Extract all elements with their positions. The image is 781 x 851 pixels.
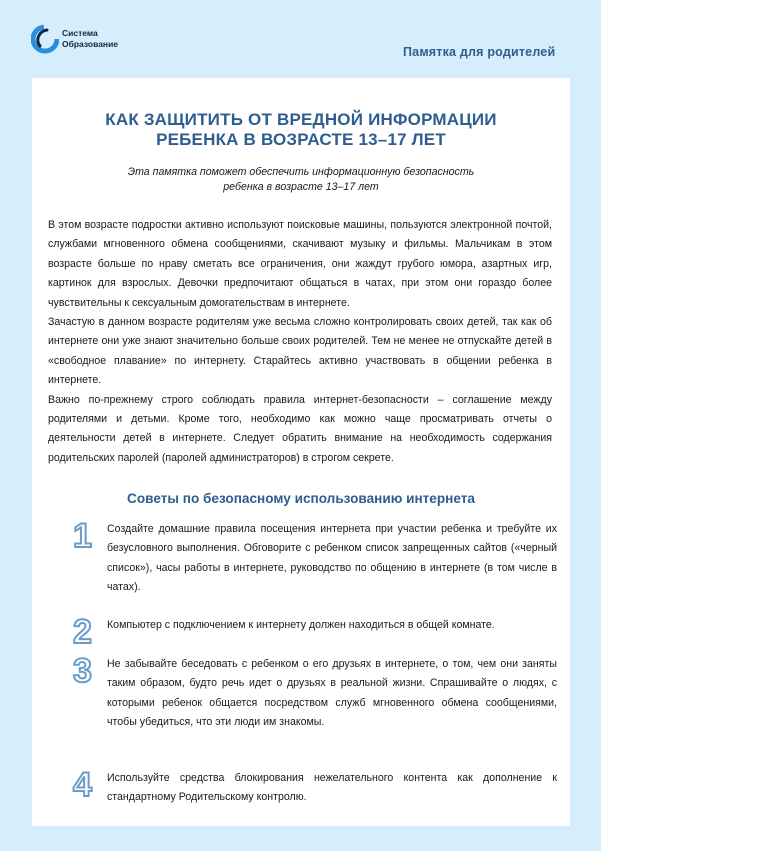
logo-swirl-icon xyxy=(31,24,59,54)
tip-item xyxy=(73,652,557,733)
tip-text: Компьютер с подключением к интернету должен находиться в общей комнате. xyxy=(107,619,495,631)
title-line2: РЕБЕНКА В ВОЗРАСТЕ 13–17 ЛЕТ xyxy=(156,130,446,149)
tip-number: 2 xyxy=(73,613,92,651)
intro-text xyxy=(48,216,552,468)
logo-line2: Образование xyxy=(62,39,119,49)
tip-text: Создайте домашние правила посещения интернета при участии ребенка и требуйте их безусловного выполнения. Обговорите с ребенком список запрещенных сайтов («черный список»), часы работы в интернете, руководство по общению в интернете (в том числе в чатах). xyxy=(107,523,557,594)
header-tag: Памятка для родителей xyxy=(403,45,556,59)
subtitle-line2: ребенка в возрасте 13–17 лет xyxy=(223,181,379,193)
tip-item xyxy=(73,766,557,808)
intro-paragraph: Важно по-прежнему строго соблюдать правила интернет-безопасности – соглашение между родителями и детьми. Кроме того, необходимо как можно чаще просматривать отчеты о деятельности детей в интернете. Следует обратить внимание на необходимость содержания родительских паролей (паролей администраторов) в строгом секрете. xyxy=(48,393,552,464)
tip-item xyxy=(73,517,557,598)
intro-paragraph: В этом возрасте подростки активно используют поисковые машины, пользуются электронной почтой, службами мгновенного обмена сообщениями, скачивают музыку и фильмы. Мальчикам в этом возрасте больше по нраву сметать все ограничения, они жаждут грубого юмора, азартных игр, картинок для взрослых. Девочки предпочитают общаться в чатах, при этом они гораздо более чувствительны к сексуальным домогательствам в интернете. xyxy=(48,219,552,309)
tip-number: 4 xyxy=(73,766,92,804)
tip-item xyxy=(73,613,557,651)
brand-logo[interactable] xyxy=(31,24,118,54)
intro-paragraph: Зачастую в данном возрасте родителям уже весьма сложно контролировать своих детей, так как об интернете они уже знают значительно больше своих родителей. Тем не менее не отпускайте детей в «свободное плавание» по интернету. Старайтесь активно участвовать в общении ребенка в интернете. xyxy=(48,316,552,387)
logo-line1: Система xyxy=(62,28,98,38)
tip-text: Не забывайте беседовать с ребенком о его друзьях в интернете, о том, чем они заняты таким образом, будто речь идет о друзьях в реальной жизни. Спрашивайте о людях, с которыми ребенок общается посредством служб мгновенного обмена сообщениями, чтобы убедиться, что эти люди им знакомы. xyxy=(107,658,557,729)
tips-heading: Советы по безопасному использованию интернета xyxy=(127,491,475,506)
tip-number: 1 xyxy=(73,517,92,555)
title-line1: КАК ЗАЩИТИТЬ ОТ ВРЕДНОЙ ИНФОРМАЦИИ xyxy=(105,110,497,129)
subtitle-line1: Эта памятка поможет обеспечить информационную безопасность xyxy=(127,166,475,178)
tip-number: 3 xyxy=(73,652,92,690)
tip-text: Используйте средства блокирования нежелательного контента как дополнение к стандартному Родительскому контролю. xyxy=(107,772,557,804)
page-title xyxy=(32,110,570,150)
page-subtitle xyxy=(32,165,570,195)
